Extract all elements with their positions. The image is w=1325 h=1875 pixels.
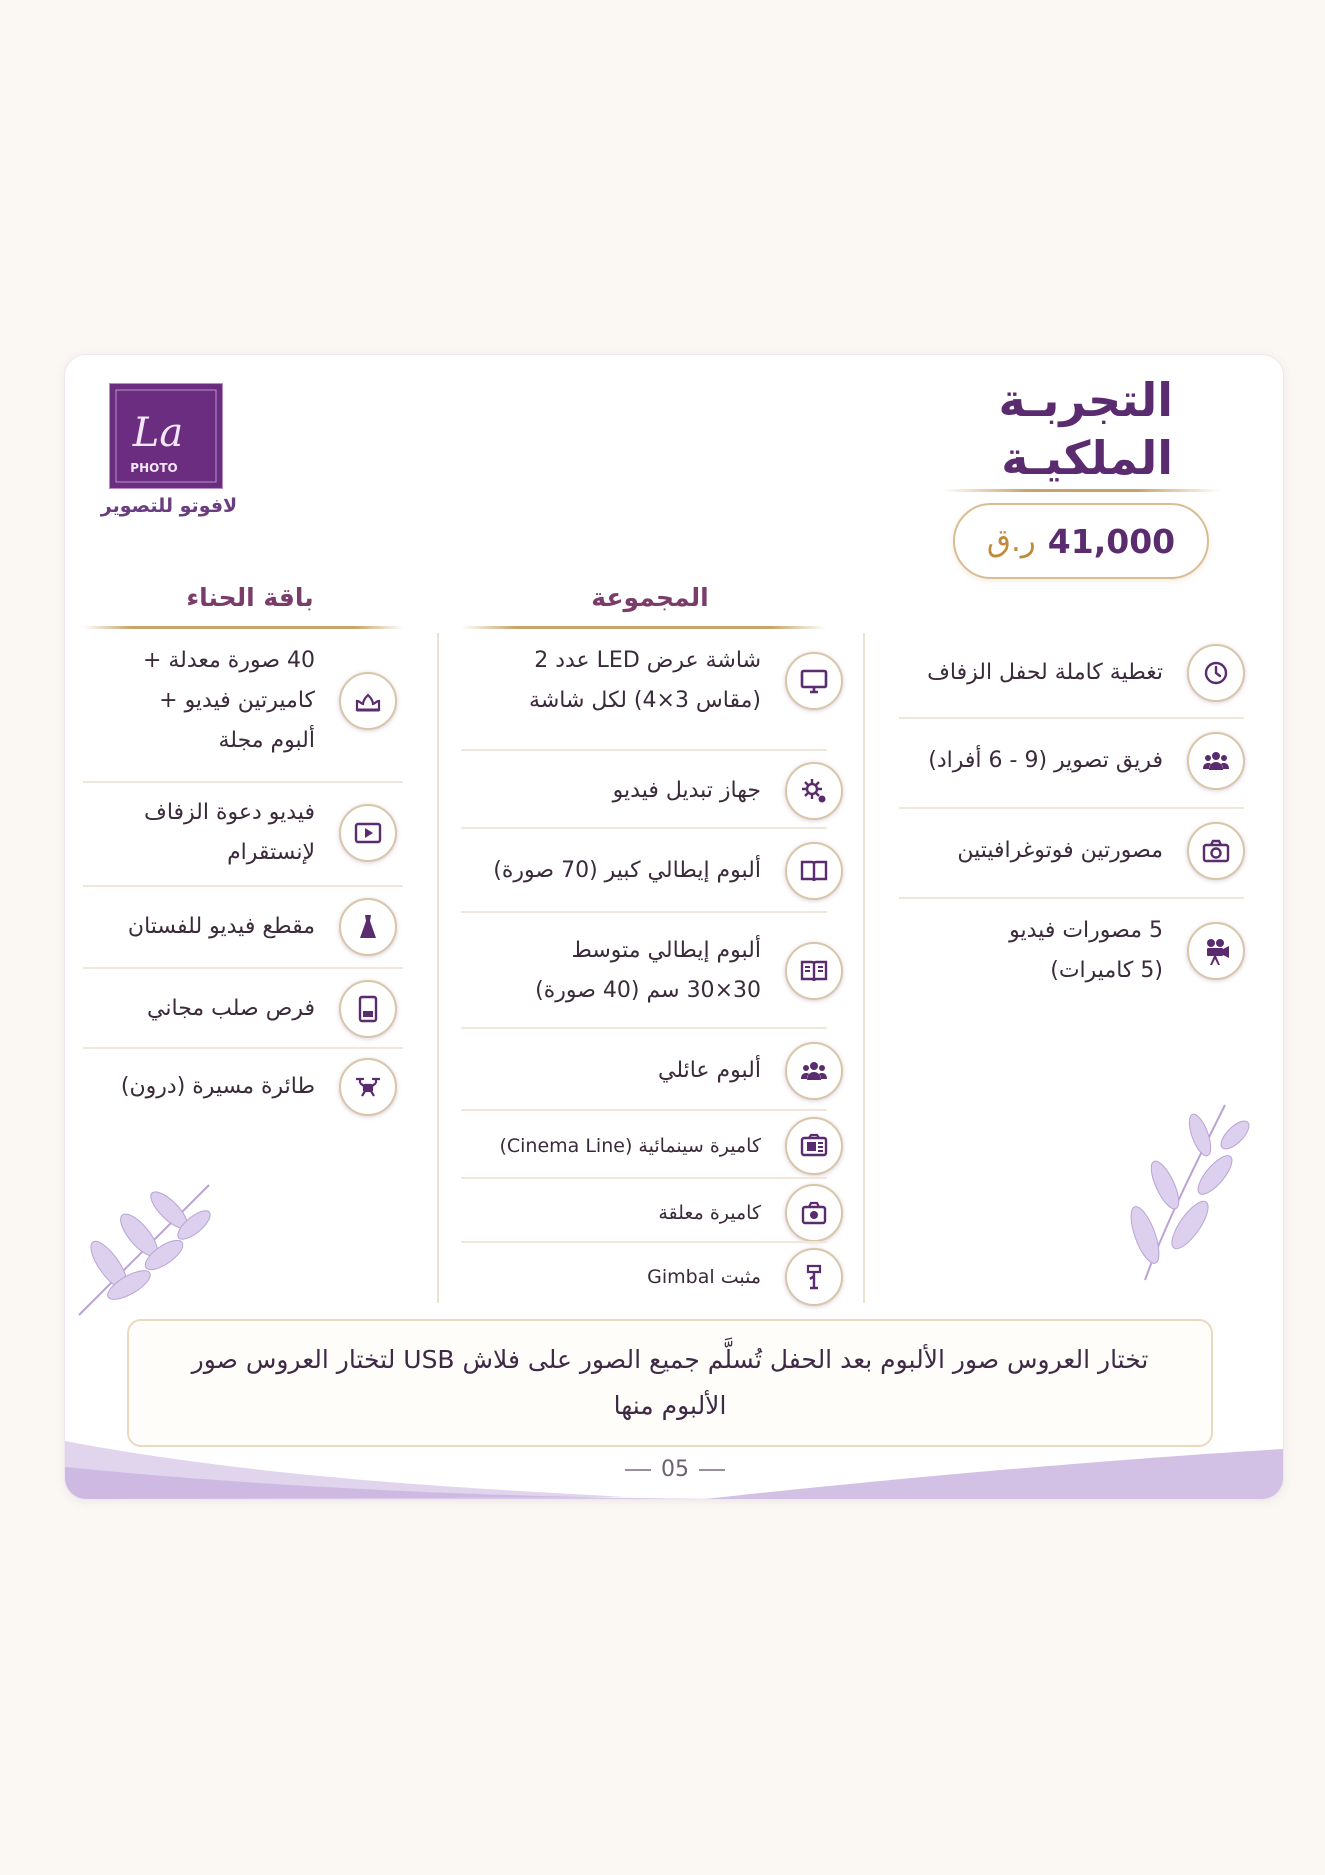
item-text-line: شاشة عرض LED عدد 2 bbox=[534, 648, 761, 673]
item-text-line: 30×30 سم (40 صورة) bbox=[535, 978, 761, 1003]
delivery-note bbox=[127, 1319, 1213, 1447]
list-item bbox=[473, 1033, 843, 1109]
drone-icon bbox=[339, 1058, 397, 1116]
divider bbox=[461, 1177, 827, 1179]
item-text: فريق تصوير (9 - 6 أفراد) bbox=[928, 748, 1163, 773]
svg-text:PHOTO: PHOTO bbox=[130, 461, 178, 475]
title-divider bbox=[943, 489, 1221, 492]
cinema-camera-icon bbox=[785, 1117, 843, 1175]
play-icon bbox=[339, 804, 397, 862]
list-item bbox=[473, 753, 843, 829]
item-text bbox=[535, 931, 761, 1011]
item-text bbox=[529, 641, 761, 721]
list-item bbox=[473, 833, 843, 909]
list-item bbox=[473, 1181, 843, 1245]
list-item bbox=[473, 917, 843, 1025]
item-text-line: (مقاس 3×4) لكل شاشة bbox=[529, 688, 761, 713]
henna-heading: باقة الحناء bbox=[186, 583, 314, 612]
group-heading-divider bbox=[461, 626, 826, 629]
divider bbox=[461, 1241, 827, 1243]
price-currency: ر.ق bbox=[986, 523, 1036, 559]
list-item bbox=[473, 1245, 843, 1309]
brand-logo bbox=[109, 383, 223, 489]
column-divider bbox=[863, 633, 865, 1303]
list-item bbox=[77, 637, 397, 765]
list-item bbox=[473, 1113, 843, 1179]
camera-icon bbox=[1187, 822, 1245, 880]
list-item bbox=[905, 903, 1245, 999]
list-item bbox=[77, 971, 397, 1047]
divider bbox=[899, 897, 1244, 899]
item-text: كاميرة معلقة bbox=[658, 1202, 761, 1224]
item-text-line: 40 صورة معدلة + bbox=[142, 648, 315, 673]
item-text-line: فيديو دعوة الزفاف bbox=[144, 800, 315, 825]
divider bbox=[461, 749, 827, 751]
album-photo-icon bbox=[785, 942, 843, 1000]
divider bbox=[899, 717, 1244, 719]
item-text-line: (5 كاميرات) bbox=[1050, 958, 1163, 983]
henna-icon bbox=[339, 672, 397, 730]
item-text: ألبوم إيطالي كبير (70 صورة) bbox=[493, 858, 761, 883]
list-item bbox=[905, 813, 1245, 889]
divider bbox=[461, 911, 827, 913]
item-text: مثبت Gimbal bbox=[647, 1266, 761, 1288]
svg-text:La: La bbox=[132, 410, 184, 456]
package-title bbox=[999, 371, 1173, 487]
logo-mark-icon bbox=[110, 384, 222, 488]
album-icon bbox=[785, 842, 843, 900]
price-badge bbox=[953, 503, 1209, 579]
item-text-line: لإنستقرام bbox=[227, 840, 315, 865]
divider bbox=[461, 1109, 827, 1111]
item-text-line: 5 مصورات فيديو bbox=[1009, 918, 1163, 943]
leaf-decoration-left bbox=[69, 1165, 219, 1325]
list-item bbox=[77, 1049, 397, 1125]
item-text: جهاز تبديل فيديو bbox=[612, 778, 761, 803]
clock-icon bbox=[1187, 644, 1245, 702]
item-text: كاميرة سينمائية (Cinema Line) bbox=[499, 1135, 761, 1157]
item-text: مصورتين فوتوغرافيتين bbox=[957, 838, 1163, 863]
divider bbox=[899, 807, 1244, 809]
item-text: ألبوم عائلي bbox=[657, 1058, 761, 1083]
family-icon bbox=[785, 1042, 843, 1100]
divider bbox=[461, 827, 827, 829]
title-line-2: الملكيـة bbox=[1001, 431, 1173, 485]
price-amount: 41,000 bbox=[1047, 521, 1176, 561]
item-text bbox=[143, 641, 315, 761]
gear-icon bbox=[785, 762, 843, 820]
item-text: فرص صلب مجاني bbox=[147, 996, 315, 1021]
leaf-decoration-right bbox=[1105, 1095, 1255, 1285]
package-card bbox=[64, 354, 1284, 1500]
list-item bbox=[905, 635, 1245, 711]
item-text: طائرة مسيرة (درون) bbox=[120, 1074, 315, 1099]
item-text: مقطع فيديو للفستان bbox=[127, 914, 315, 939]
title-line-1: التجربـة bbox=[998, 373, 1173, 427]
item-text bbox=[144, 793, 315, 873]
divider bbox=[83, 781, 403, 783]
divider bbox=[83, 885, 403, 887]
dress-icon bbox=[339, 898, 397, 956]
logo-caption: لافوتو للتصوير bbox=[100, 495, 238, 517]
page-number: 05 bbox=[605, 1457, 745, 1482]
divider bbox=[83, 967, 403, 969]
list-item bbox=[77, 889, 397, 965]
group-heading: المجموعة bbox=[591, 583, 709, 612]
hanging-camera-icon bbox=[785, 1184, 843, 1242]
list-item bbox=[77, 787, 397, 879]
drive-icon bbox=[339, 980, 397, 1038]
divider bbox=[461, 1027, 827, 1029]
item-text-line: كاميرتين فيديو + bbox=[159, 688, 315, 713]
delivery-note-text: تختار العروس صور الألبوم بعد الحفل تُسلَّم جميع الصور على فلاش USB لتختار العروس صور الألبوم منها bbox=[191, 1345, 1149, 1420]
henna-heading-divider bbox=[83, 626, 403, 629]
item-text-line: ألبوم مجلة bbox=[218, 728, 315, 753]
video-camera-icon bbox=[1187, 922, 1245, 980]
column-divider bbox=[437, 633, 439, 1303]
list-item bbox=[473, 635, 843, 727]
item-text bbox=[1009, 911, 1163, 991]
gimbal-icon bbox=[785, 1248, 843, 1306]
monitor-icon bbox=[785, 652, 843, 710]
item-text: تغطية كاملة لحفل الزفاف bbox=[927, 660, 1163, 685]
item-text-line: ألبوم إيطالي متوسط bbox=[571, 938, 761, 963]
list-item bbox=[905, 723, 1245, 799]
team-icon bbox=[1187, 732, 1245, 790]
